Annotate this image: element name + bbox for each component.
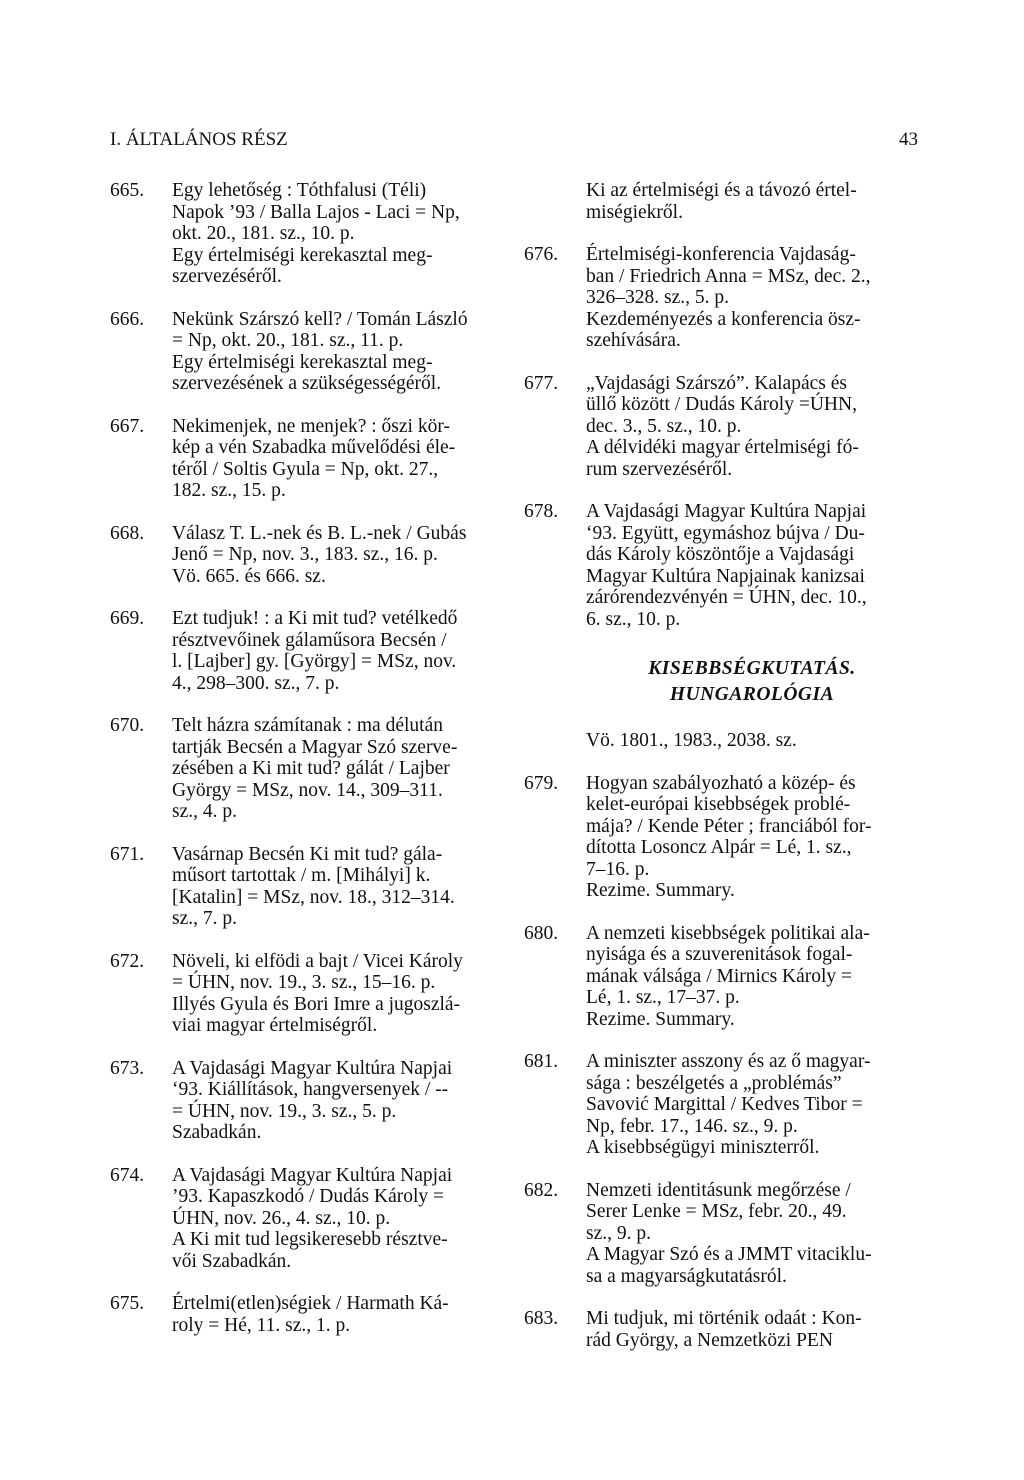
page-number: 43 <box>899 129 918 150</box>
bibliography-entry <box>524 1308 918 1351</box>
entry-text-line: = ÚHN, nov. 19., 3. sz., 5. p. <box>172 1100 397 1122</box>
entry-text-line: kép a vén Szabadka művelődési éle- <box>172 437 456 458</box>
entry-text-line: A Vajdasági Magyar Kultúra Napjai <box>586 501 867 522</box>
bibliography-entry <box>110 608 502 694</box>
entry-text-line: Ezt tudjuk! : a Ki mit tud? vetélkedő <box>172 608 458 629</box>
entry-text-line: Nekünk Szárszó kell? / Tomán László <box>172 308 468 330</box>
entry-text-line: A Vajdasági Magyar Kultúra Napjai <box>172 1057 453 1079</box>
entry-text-line: Jenő = Np, nov. 3., 183. sz., 16. p. <box>172 544 438 565</box>
entry-text-line: Nemzeti identitásunk megőrzése / <box>586 1179 851 1201</box>
continued-entry <box>524 180 918 223</box>
entry-text-line: vői Szabadkán. <box>172 1250 292 1272</box>
entry-text-line: Hogyan szabályozható a közép- és <box>586 772 856 794</box>
bibliography-entry <box>524 923 918 1031</box>
entry-number: 671. <box>110 843 145 865</box>
entry-text-line: ’93. Kapaszkodó / Dudás Károly = <box>172 1186 445 1207</box>
entry-text-line: dás Károly köszöntője a Vajdasági <box>586 544 855 565</box>
entry-text-line: Nekimenjek, ne menjek? : őszi kör- <box>172 415 450 437</box>
entry-text-line: ‘93. Együtt, egymáshoz bújva / Du- <box>586 522 865 544</box>
entry-text-line: 7–16. p. <box>586 858 650 880</box>
entry-text-line: roly = Hé, 11. sz., 1. p. <box>172 1314 351 1336</box>
entry-text-line: [Katalin] = MSz, nov. 18., 312–314. <box>172 886 455 908</box>
entry-number: 679. <box>524 772 559 794</box>
entry-text-line: Mi tudjuk, mi történik odaát : Kon- <box>586 1308 862 1329</box>
entry-text-line: üllő között / Dudás Károly =ÚHN, <box>586 394 857 415</box>
entry-text-line: Lé, 1. sz., 17–37. p. <box>586 987 740 1008</box>
bibliography-entry <box>110 1165 502 1273</box>
entry-text-line: „Vajdasági Szárszó”. Kalapács és <box>586 372 847 394</box>
entry-number: 673. <box>110 1057 145 1079</box>
entry-text-line: ÚHN, nov. 26., 4. sz., 10. p. <box>172 1207 391 1229</box>
entry-text-line: Értelmiségi-konferencia Vajdaság- <box>586 244 856 265</box>
bibliography-entry <box>110 1293 502 1336</box>
entry-text-line: A Magyar Szó és a JMMT vitaciklu- <box>586 1244 872 1265</box>
entry-text-line: sa a magyarságkutatásról. <box>586 1265 787 1287</box>
entry-text-line: műsort tartottak / m. [Mihályi] k. <box>172 865 431 886</box>
entry-text-line: ‘93. Kiállítások, hangversenyek / -- <box>172 1079 449 1100</box>
entry-number: 668. <box>110 522 145 544</box>
entry-text-line: Egy értelmiségi kerekasztal meg- <box>172 244 433 266</box>
entry-text-line: A kisebbségügyi miniszterről. <box>586 1137 820 1158</box>
bibliography-entry <box>110 309 502 395</box>
entry-number: 667. <box>110 415 145 437</box>
entry-text-line: A nemzeti kisebbségek politikai ala- <box>586 922 870 944</box>
entry-number: 678. <box>524 501 559 522</box>
entry-text-line: Telt házra számítanak : ma délután <box>172 715 443 736</box>
bibliography-entry <box>524 1051 918 1159</box>
left-column <box>110 180 502 1336</box>
bibliography-entry <box>524 501 918 630</box>
entry-text-line: = Np, okt. 20., 181. sz., 11. p. <box>172 330 404 351</box>
entry-text-line: Serer Lenke = MSz, febr. 20., 49. <box>586 1201 847 1222</box>
entry-text-line: = ÚHN, nov. 19., 3. sz., 15–16. p. <box>172 972 436 993</box>
entry-text-line: viai magyar értelmiségről. <box>172 1015 378 1036</box>
bibliography-entry <box>524 244 918 352</box>
entry-text-line: 326–328. sz., 5. p. <box>586 287 729 308</box>
bibliography-entry <box>110 523 502 588</box>
section-title: I. ÁLTALÁNOS RÉSZ <box>110 129 288 150</box>
entry-text-line: sz., 4. p. <box>172 801 237 822</box>
entry-text-line: téről / Soltis Gyula = Np, okt. 27., <box>172 458 439 480</box>
entry-text-line: sz., 9. p. <box>586 1222 651 1244</box>
entry-text-line: A miniszter asszony és az ő magyar- <box>586 1051 871 1072</box>
entry-number: 676. <box>524 244 559 265</box>
entry-text-line: Egy lehetőség : Tóthfalusi (Téli) <box>172 180 427 201</box>
entry-text-line: A Vajdasági Magyar Kultúra Napjai <box>172 1164 453 1186</box>
entry-text-line: zárórendezvényén = ÚHN, dec. 10., <box>586 587 867 608</box>
bibliography-entry <box>524 373 918 481</box>
bibliography-entry <box>524 773 918 902</box>
entry-text-line: Kezdeményezés a konferencia ösz- <box>586 308 861 330</box>
entry-text-line: kelet-európai kisebbségek problé- <box>586 794 851 815</box>
entry-text-line: Értelmi(etlen)ségiek / Harmath Ká- <box>172 1293 449 1314</box>
entry-number: 677. <box>524 372 559 394</box>
entry-text-line: 182. sz., 15. p. <box>172 480 286 501</box>
entry-text-line: Illyés Gyula és Bori Imre a jugoszlá- <box>172 993 461 1015</box>
entry-text-line: Ki az értelmiségi és a távozó értel- <box>586 180 857 201</box>
entry-number: 669. <box>110 608 145 629</box>
entry-number: 672. <box>110 950 145 972</box>
entry-text-line: Napok ’93 / Balla Lajos - Laci = Np, <box>172 201 460 223</box>
bibliography-entry <box>110 951 502 1037</box>
bibliography-entry <box>110 180 502 288</box>
entry-text-line: A délvidéki magyar értelmiségi fó- <box>586 437 859 458</box>
entry-text-line: sága : beszélgetés a „problémás” <box>586 1072 842 1094</box>
entry-text-line: Savović Margittal / Kedves Tibor = <box>586 1094 863 1115</box>
entry-text-line: ban / Friedrich Anna = MSz, dec. 2., <box>586 265 871 287</box>
entry-text-line: Növeli, ki elfödi a bajt / Vicei Károly <box>172 950 463 972</box>
entry-text-line: Vö. 665. és 666. sz. <box>172 565 326 587</box>
entry-text-line: sz., 7. p. <box>172 908 237 929</box>
see-also-note: Vö. 1801., 1983., 2038. sz. <box>586 730 797 751</box>
entry-text-line: szervezéséről. <box>172 266 282 287</box>
bibliography-entry <box>110 416 502 502</box>
entry-text-line: mának válsága / Mirnics Károly = <box>586 965 853 987</box>
entry-number: 682. <box>524 1179 559 1201</box>
bibliography-entry <box>524 1180 918 1288</box>
entry-text-line: Rezime. Summary. <box>586 880 735 901</box>
heading-line: HUNGAROLÓGIA <box>669 684 835 705</box>
entry-text-line: dec. 3., 5. sz., 10. p. <box>586 415 742 437</box>
entry-number: 665. <box>110 180 145 201</box>
entry-text-line: résztvevőinek gálaműsora Becsén / <box>172 629 447 651</box>
right-column <box>524 180 918 1351</box>
entry-text-line: rád György, a Nemzetközi PEN <box>586 1329 833 1351</box>
entry-text-line: Válasz T. L.-nek és B. L.-nek / Gubás <box>172 522 467 544</box>
entry-text-line: Egy értelmiségi kerekasztal meg- <box>172 351 433 373</box>
entry-text-line: Vasárnap Becsén Ki mit tud? gála- <box>172 843 443 865</box>
entry-text-line: Rezime. Summary. <box>586 1008 735 1030</box>
bibliography-entry <box>110 1058 502 1144</box>
entry-number: 675. <box>110 1293 145 1314</box>
entry-text-line: Szabadkán. <box>172 1122 262 1143</box>
entry-text-line: szervezésének a szükségességéről. <box>172 373 442 394</box>
bibliography-entry <box>110 844 502 930</box>
entry-text-line: dította Losoncz Alpár = Lé, 1. sz., <box>586 837 852 858</box>
entry-number: 666. <box>110 308 145 330</box>
entry-number: 680. <box>524 922 559 944</box>
entry-text-line: Np, febr. 17., 146. sz., 9. p. <box>586 1115 798 1137</box>
entry-text-line: A Ki mit tud legsikeresebb résztve- <box>172 1229 448 1250</box>
entry-number: 674. <box>110 1164 145 1186</box>
entry-text-line: nyisága és a szuverenitások fogal- <box>586 944 853 965</box>
entry-text-line: szehívására. <box>586 330 681 351</box>
bibliography-entry <box>110 715 502 823</box>
entry-text-line: zésében a Ki mit tud? gálát / Lajber <box>172 758 450 779</box>
entry-number: 670. <box>110 715 145 736</box>
entry-number: 681. <box>524 1051 559 1072</box>
entry-text-line: rum szervezéséről. <box>586 458 733 480</box>
entry-text-line: Magyar Kultúra Napjainak kanizsai <box>586 565 865 587</box>
section-heading <box>524 656 918 708</box>
entry-text-line: 6. sz., 10. p. <box>586 608 681 630</box>
entry-text-line: mája? / Kende Péter ; franciából for- <box>586 815 872 837</box>
entry-number: 683. <box>524 1308 559 1329</box>
entry-text-line: tartják Becsén a Magyar Szó szerve- <box>172 736 458 758</box>
entry-text-line: okt. 20., 181. sz., 10. p. <box>172 223 355 244</box>
entry-text-line: miségiekről. <box>586 201 683 223</box>
heading-line: KISEBBSÉGKUTATÁS. <box>648 658 856 679</box>
entry-text-line: 4., 298–300. sz., 7. p. <box>172 672 340 694</box>
entry-text-line: l. [Lajber] gy. [György] = MSz, nov. <box>172 651 457 672</box>
entry-text-line: György = MSz, nov. 14., 309–311. <box>172 779 443 801</box>
